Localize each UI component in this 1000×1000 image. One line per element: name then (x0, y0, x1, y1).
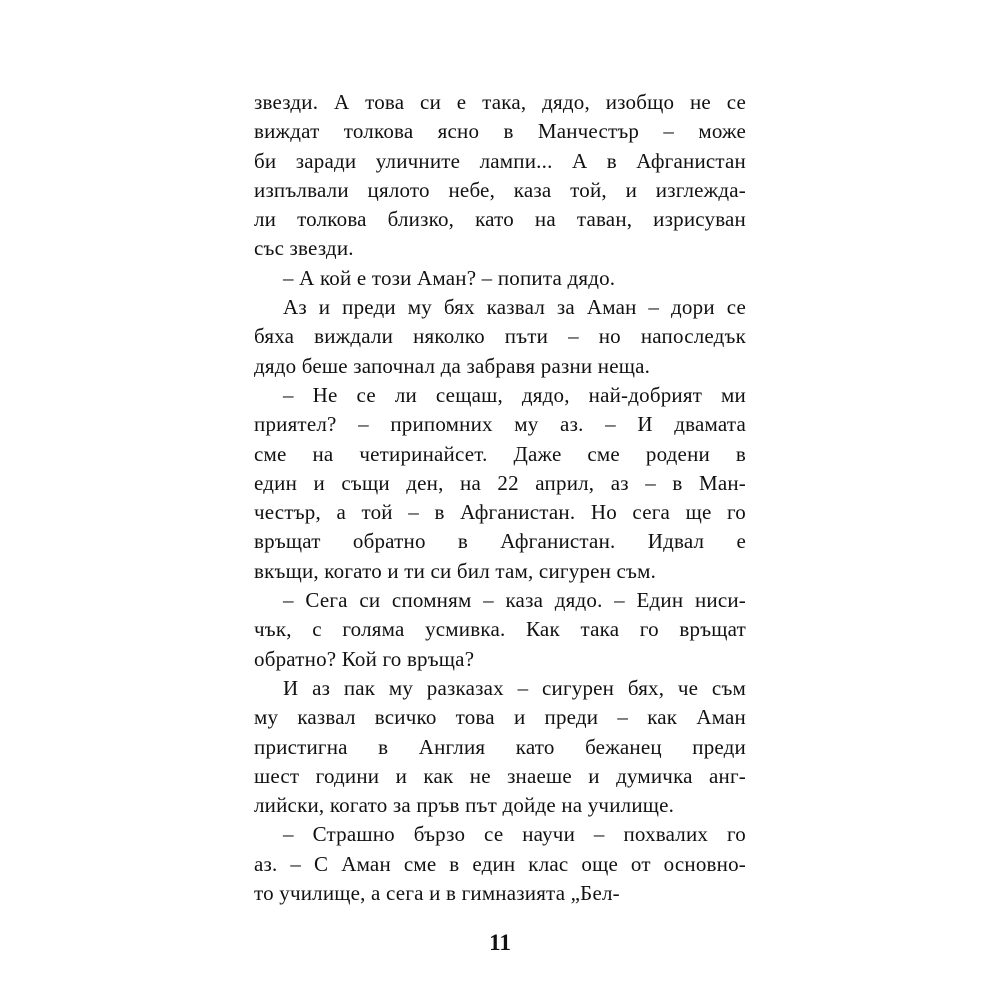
text-line: връщат обратно в Афганистан. Идвал е (254, 529, 746, 554)
paragraph (254, 674, 746, 820)
text-line: бяха виждали няколко пъти – но напоследък (254, 324, 746, 349)
paragraph (254, 293, 746, 381)
text-line: Аз и преди му бях казвал за Аман – дори се (283, 295, 746, 320)
text-line: – Не се ли сещаш, дядо, най-добрият ми (283, 382, 746, 407)
text-line: изпълвали цялото небе, каза той, и изглежда- (254, 177, 746, 202)
paragraph (254, 820, 746, 908)
text-line: ли толкова близко, като на таван, изрисуван (254, 207, 746, 232)
text-line: И аз пак му разказах – сигурен бях, че съм (283, 675, 746, 700)
text-line: звезди. А това си е така, дядо, изобщо не се (254, 90, 746, 114)
text-line: сме на четиринайсет. Даже сме родени в (254, 441, 746, 466)
text-line: чък, с голяма усмивка. Как така го връщат (254, 617, 746, 642)
text-block (254, 88, 746, 908)
text-line: то училище, а сега и в гимназията „Бел- (254, 881, 620, 906)
text-line: шест години и как не знаеше и думичка анг- (254, 763, 746, 788)
text-line: пристигна в Англия като бежанец преди (254, 734, 746, 759)
paragraph (254, 586, 746, 674)
text-line: виждат толкова ясно в Манчестър – може (254, 119, 746, 144)
text-line: му казвал всичко това и преди – как Аман (254, 705, 746, 730)
paragraph (254, 88, 746, 264)
paragraph (254, 264, 746, 293)
text-line: честър, а той – в Афганистан. Но сега ще го (254, 500, 746, 525)
text-line: – А кой е този Аман? – попита дядо. (283, 265, 616, 290)
text-line: лийски, когато за пръв път дойде на училище. (254, 793, 675, 818)
page-number: 11 (489, 930, 511, 955)
text-line: един и същи ден, на 22 април, аз – в Ман- (254, 470, 746, 495)
text-line: приятел? – припомних му аз. – И двамата (254, 412, 746, 437)
text-line: със звезди. (254, 236, 354, 261)
paragraph (254, 381, 746, 586)
text-line: дядо беше започнал да забравя разни неща. (254, 353, 651, 378)
text-line: вкъщи, когато и ти си бил там, сигурен съм. (254, 558, 657, 583)
text-line: аз. – С Аман сме в един клас още от основно- (254, 851, 746, 876)
text-line: обратно? Кой го връща? (254, 646, 475, 671)
text-line: – Сега си спомням – каза дядо. – Един ниси- (283, 588, 746, 613)
text-line: би заради уличните лампи... А в Афганистан (254, 148, 746, 173)
text-line: – Страшно бързо се научи – похвалих го (283, 822, 746, 847)
